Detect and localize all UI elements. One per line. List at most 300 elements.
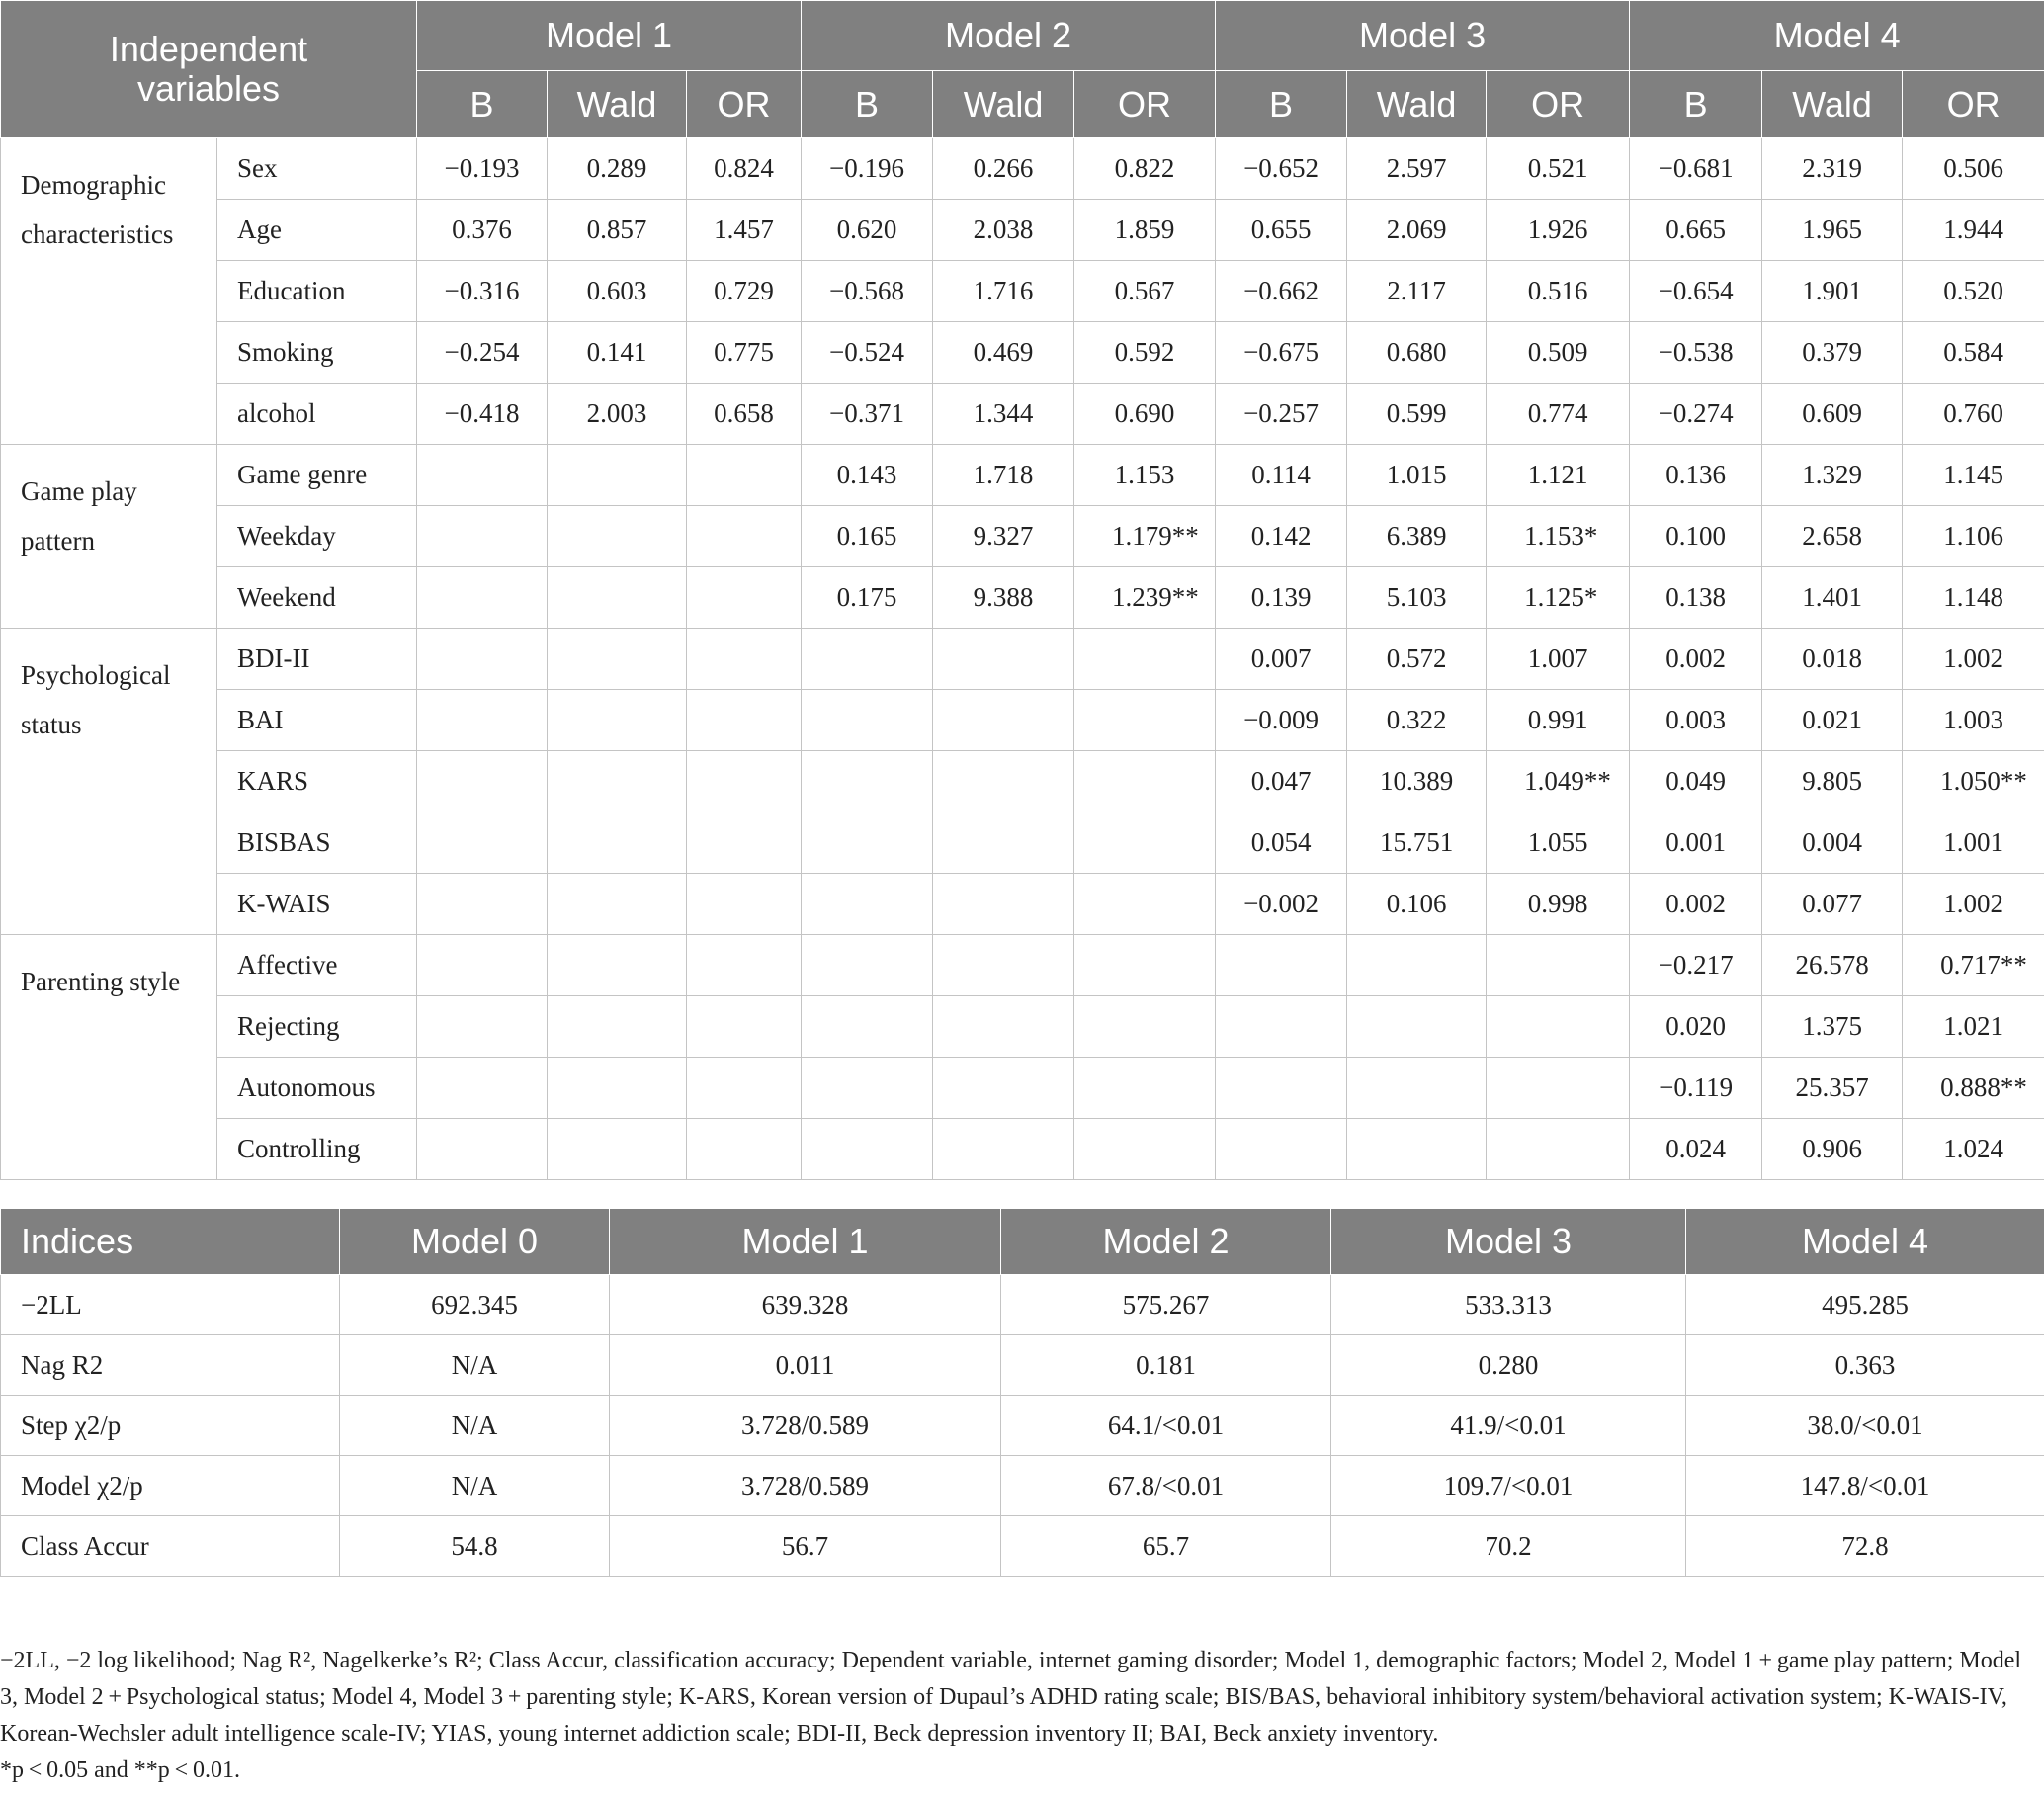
value-cell: 0.998 bbox=[1487, 874, 1630, 935]
value-cell bbox=[933, 1058, 1074, 1119]
value-cell bbox=[548, 567, 687, 629]
subheader-b: B bbox=[1630, 71, 1762, 138]
value-cell bbox=[687, 996, 802, 1058]
value-cell bbox=[802, 690, 933, 751]
value-cell: 0.680 bbox=[1347, 322, 1487, 384]
value-cell: 1.375 bbox=[1762, 996, 1903, 1058]
value-cell bbox=[933, 751, 1074, 812]
group-label: Game play pattern bbox=[1, 445, 217, 629]
value-cell: 1.050** bbox=[1903, 751, 2044, 812]
value-cell bbox=[417, 690, 548, 751]
value-cell bbox=[548, 506, 687, 567]
value-cell: 1.007 bbox=[1487, 629, 1630, 690]
value-cell bbox=[687, 629, 802, 690]
value-cell: 0.077 bbox=[1762, 874, 1903, 935]
index-value: 0.181 bbox=[1001, 1335, 1331, 1396]
index-value: 72.8 bbox=[1686, 1516, 2044, 1577]
value-cell bbox=[802, 1119, 933, 1180]
group-label: Demographic characteristics bbox=[1, 138, 217, 445]
group-label: Parenting style bbox=[1, 935, 217, 1180]
table-row bbox=[1, 690, 2044, 751]
variable-label: Age bbox=[217, 200, 417, 261]
variable-label: Sex bbox=[217, 138, 417, 200]
value-cell bbox=[1074, 751, 1216, 812]
subheader-or: OR bbox=[1903, 71, 2044, 138]
value-cell: 0.266 bbox=[933, 138, 1074, 200]
index-value: N/A bbox=[340, 1456, 610, 1516]
value-cell: 1.716 bbox=[933, 261, 1074, 322]
header-model-3: Model 3 bbox=[1216, 1, 1630, 71]
header-model: Model 2 bbox=[1001, 1209, 1331, 1275]
value-cell bbox=[687, 445, 802, 506]
value-cell: 1.002 bbox=[1903, 874, 2044, 935]
value-cell: 1.859 bbox=[1074, 200, 1216, 261]
value-cell: 0.717** bbox=[1903, 935, 2044, 996]
value-cell: 0.020 bbox=[1630, 996, 1762, 1058]
value-cell bbox=[548, 751, 687, 812]
value-cell bbox=[802, 1058, 933, 1119]
index-value: 54.8 bbox=[340, 1516, 610, 1577]
value-cell: −0.675 bbox=[1216, 322, 1347, 384]
value-cell: 0.047 bbox=[1216, 751, 1347, 812]
value-cell: 2.658 bbox=[1762, 506, 1903, 567]
table-row bbox=[1, 1275, 2044, 1335]
value-cell: 0.049 bbox=[1630, 751, 1762, 812]
value-cell: 0.175 bbox=[802, 567, 933, 629]
value-cell: 0.139 bbox=[1216, 567, 1347, 629]
value-cell bbox=[548, 996, 687, 1058]
value-cell: 0.289 bbox=[548, 138, 687, 200]
header-model-2: Model 2 bbox=[802, 1, 1216, 71]
index-value: 533.313 bbox=[1331, 1275, 1686, 1335]
fit-indices-table bbox=[0, 1208, 2044, 1577]
value-cell bbox=[417, 751, 548, 812]
variable-label: Controlling bbox=[217, 1119, 417, 1180]
value-cell: 0.775 bbox=[687, 322, 802, 384]
value-cell: 1.049** bbox=[1487, 751, 1630, 812]
value-cell: 1.239** bbox=[1074, 567, 1216, 629]
value-cell: 1.002 bbox=[1903, 629, 2044, 690]
table-row bbox=[1, 1396, 2044, 1456]
value-cell: 0.609 bbox=[1762, 384, 1903, 445]
value-cell bbox=[417, 506, 548, 567]
value-cell: 0.599 bbox=[1347, 384, 1487, 445]
value-cell: −0.119 bbox=[1630, 1058, 1762, 1119]
value-cell bbox=[1074, 874, 1216, 935]
value-cell: −0.193 bbox=[417, 138, 548, 200]
value-cell: 1.153 bbox=[1074, 445, 1216, 506]
value-cell: 0.100 bbox=[1630, 506, 1762, 567]
value-cell: 0.509 bbox=[1487, 322, 1630, 384]
variable-label: BISBAS bbox=[217, 812, 417, 874]
index-value: 0.280 bbox=[1331, 1335, 1686, 1396]
table-row bbox=[1, 138, 2044, 200]
table-row bbox=[1, 751, 2044, 812]
value-cell: 25.357 bbox=[1762, 1058, 1903, 1119]
value-cell: −0.418 bbox=[417, 384, 548, 445]
table-footnote bbox=[0, 1643, 2036, 1789]
table-row bbox=[1, 200, 2044, 261]
value-cell: −0.652 bbox=[1216, 138, 1347, 200]
value-cell: 0.001 bbox=[1630, 812, 1762, 874]
value-cell: 1.901 bbox=[1762, 261, 1903, 322]
value-cell: −0.257 bbox=[1216, 384, 1347, 445]
variable-label: Weekday bbox=[217, 506, 417, 567]
value-cell bbox=[1074, 690, 1216, 751]
value-cell: −0.002 bbox=[1216, 874, 1347, 935]
table-row bbox=[1, 1335, 2044, 1396]
value-cell bbox=[548, 1119, 687, 1180]
variable-label: Affective bbox=[217, 935, 417, 996]
value-cell: 1.001 bbox=[1903, 812, 2044, 874]
value-cell bbox=[1216, 1058, 1347, 1119]
value-cell bbox=[417, 935, 548, 996]
value-cell bbox=[1074, 996, 1216, 1058]
index-label: −2LL bbox=[1, 1275, 340, 1335]
value-cell: −0.662 bbox=[1216, 261, 1347, 322]
value-cell: 0.857 bbox=[548, 200, 687, 261]
significance-note: *p < 0.05 and **p < 0.01. bbox=[0, 1757, 240, 1783]
value-cell: −0.568 bbox=[802, 261, 933, 322]
value-cell bbox=[933, 874, 1074, 935]
index-value: 575.267 bbox=[1001, 1275, 1331, 1335]
header-independent-variables: Independent variables bbox=[1, 1, 417, 138]
group-label: Psychological status bbox=[1, 629, 217, 935]
value-cell: 9.805 bbox=[1762, 751, 1903, 812]
subheader-or: OR bbox=[1487, 71, 1630, 138]
value-cell bbox=[802, 812, 933, 874]
header-model-1: Model 1 bbox=[417, 1, 802, 71]
value-cell: 0.824 bbox=[687, 138, 802, 200]
value-cell: 1.344 bbox=[933, 384, 1074, 445]
value-cell: 1.121 bbox=[1487, 445, 1630, 506]
value-cell: 26.578 bbox=[1762, 935, 1903, 996]
value-cell bbox=[687, 935, 802, 996]
value-cell: 0.142 bbox=[1216, 506, 1347, 567]
index-value: 64.1/<0.01 bbox=[1001, 1396, 1331, 1456]
variable-label: Education bbox=[217, 261, 417, 322]
index-value: 65.7 bbox=[1001, 1516, 1331, 1577]
value-cell: 0.520 bbox=[1903, 261, 2044, 322]
value-cell: 2.069 bbox=[1347, 200, 1487, 261]
index-label: Class Accur bbox=[1, 1516, 340, 1577]
value-cell bbox=[687, 874, 802, 935]
value-cell: 1.329 bbox=[1762, 445, 1903, 506]
value-cell bbox=[417, 1058, 548, 1119]
table-row bbox=[1, 506, 2044, 567]
value-cell bbox=[933, 812, 1074, 874]
value-cell: 0.991 bbox=[1487, 690, 1630, 751]
value-cell: −0.254 bbox=[417, 322, 548, 384]
value-cell bbox=[802, 996, 933, 1058]
table-row bbox=[1, 935, 2044, 996]
value-cell: 1.055 bbox=[1487, 812, 1630, 874]
index-value: 56.7 bbox=[610, 1516, 1001, 1577]
value-cell bbox=[687, 1058, 802, 1119]
value-cell: 2.597 bbox=[1347, 138, 1487, 200]
value-cell: 1.003 bbox=[1903, 690, 2044, 751]
value-cell bbox=[1216, 935, 1347, 996]
value-cell bbox=[1487, 996, 1630, 1058]
index-value: 109.7/<0.01 bbox=[1331, 1456, 1686, 1516]
index-value: 67.8/<0.01 bbox=[1001, 1456, 1331, 1516]
index-value: N/A bbox=[340, 1335, 610, 1396]
value-cell: 0.106 bbox=[1347, 874, 1487, 935]
subheader-b: B bbox=[802, 71, 933, 138]
value-cell: 0.729 bbox=[687, 261, 802, 322]
value-cell: 0.322 bbox=[1347, 690, 1487, 751]
value-cell: 1.457 bbox=[687, 200, 802, 261]
value-cell: 0.760 bbox=[1903, 384, 2044, 445]
value-cell: 0.665 bbox=[1630, 200, 1762, 261]
index-value: 70.2 bbox=[1331, 1516, 1686, 1577]
value-cell: 0.469 bbox=[933, 322, 1074, 384]
value-cell: 0.592 bbox=[1074, 322, 1216, 384]
variable-label: KARS bbox=[217, 751, 417, 812]
value-cell: 2.117 bbox=[1347, 261, 1487, 322]
value-cell bbox=[687, 567, 802, 629]
value-cell: 0.774 bbox=[1487, 384, 1630, 445]
value-cell: 0.003 bbox=[1630, 690, 1762, 751]
value-cell bbox=[1347, 996, 1487, 1058]
index-value: 639.328 bbox=[610, 1275, 1001, 1335]
value-cell bbox=[417, 445, 548, 506]
value-cell: 0.004 bbox=[1762, 812, 1903, 874]
value-cell bbox=[933, 1119, 1074, 1180]
table-row bbox=[1, 812, 2044, 874]
table-row bbox=[1, 1058, 2044, 1119]
value-cell bbox=[933, 629, 1074, 690]
variable-label: alcohol bbox=[217, 384, 417, 445]
value-cell: 0.002 bbox=[1630, 629, 1762, 690]
value-cell: −0.654 bbox=[1630, 261, 1762, 322]
index-value: 147.8/<0.01 bbox=[1686, 1456, 2044, 1516]
header-model: Model 3 bbox=[1331, 1209, 1686, 1275]
value-cell bbox=[1487, 1119, 1630, 1180]
value-cell: 0.572 bbox=[1347, 629, 1487, 690]
value-cell: 0.888** bbox=[1903, 1058, 2044, 1119]
value-cell: 1.153* bbox=[1487, 506, 1630, 567]
value-cell: 0.603 bbox=[548, 261, 687, 322]
index-value: 692.345 bbox=[340, 1275, 610, 1335]
value-cell: 10.389 bbox=[1347, 751, 1487, 812]
index-value: 3.728/0.589 bbox=[610, 1396, 1001, 1456]
subheader-or: OR bbox=[1074, 71, 1216, 138]
value-cell: −0.274 bbox=[1630, 384, 1762, 445]
value-cell bbox=[548, 629, 687, 690]
value-cell bbox=[548, 690, 687, 751]
value-cell: 0.655 bbox=[1216, 200, 1347, 261]
value-cell bbox=[802, 629, 933, 690]
subheader-b: B bbox=[1216, 71, 1347, 138]
value-cell bbox=[1074, 629, 1216, 690]
value-cell bbox=[417, 874, 548, 935]
value-cell bbox=[687, 1119, 802, 1180]
header-model: Model 1 bbox=[610, 1209, 1001, 1275]
value-cell: 0.620 bbox=[802, 200, 933, 261]
value-cell: −0.196 bbox=[802, 138, 933, 200]
value-cell: 0.002 bbox=[1630, 874, 1762, 935]
table-row bbox=[1, 384, 2044, 445]
value-cell: 1.401 bbox=[1762, 567, 1903, 629]
value-cell: 0.024 bbox=[1630, 1119, 1762, 1180]
value-cell: 0.906 bbox=[1762, 1119, 1903, 1180]
value-cell: 0.141 bbox=[548, 322, 687, 384]
header-model-4: Model 4 bbox=[1630, 1, 2044, 71]
value-cell: 2.003 bbox=[548, 384, 687, 445]
value-cell: 0.021 bbox=[1762, 690, 1903, 751]
value-cell: 0.165 bbox=[802, 506, 933, 567]
value-cell: 0.114 bbox=[1216, 445, 1347, 506]
value-cell: 0.567 bbox=[1074, 261, 1216, 322]
table-row bbox=[1, 874, 2044, 935]
subheader-or: OR bbox=[687, 71, 802, 138]
value-cell bbox=[933, 935, 1074, 996]
subheader-wald: Wald bbox=[933, 71, 1074, 138]
value-cell bbox=[548, 445, 687, 506]
value-cell: −0.681 bbox=[1630, 138, 1762, 200]
value-cell bbox=[1347, 1119, 1487, 1180]
value-cell bbox=[1487, 935, 1630, 996]
value-cell: 2.038 bbox=[933, 200, 1074, 261]
value-cell bbox=[1074, 935, 1216, 996]
value-cell: 1.024 bbox=[1903, 1119, 2044, 1180]
subheader-wald: Wald bbox=[1347, 71, 1487, 138]
value-cell bbox=[417, 1119, 548, 1180]
value-cell: −0.009 bbox=[1216, 690, 1347, 751]
index-value: 3.728/0.589 bbox=[610, 1456, 1001, 1516]
footnote-text: −2LL, −2 log likelihood; Nag R², Nagelkerke’s R²; Class Accur, classification accuracy; Dependent variable, internet gaming disorder; Model 1, demographic factors; Model 2, Model 1 + game play pattern; Model 3, Model 2 + Psychological status; Model 4, Model 3 + parenting style; K-ARS, Korean version of Dupaul’s ADHD rating scale; BIS/BAS, behavioral inhibitory system/behavioral activation system; K-WAIS-IV, Korean-Wechsler adult intelligence scale-IV; YIAS, young internet addiction scale; BDI-II, Beck depression inventory II; BAI, Beck anxiety inventory. bbox=[0, 1648, 2022, 1747]
subheader-wald: Wald bbox=[1762, 71, 1903, 138]
value-cell: −0.316 bbox=[417, 261, 548, 322]
index-value: N/A bbox=[340, 1396, 610, 1456]
value-cell bbox=[1216, 996, 1347, 1058]
index-label: Nag R2 bbox=[1, 1335, 340, 1396]
variable-label: Rejecting bbox=[217, 996, 417, 1058]
value-cell bbox=[933, 690, 1074, 751]
index-value: 0.363 bbox=[1686, 1335, 2044, 1396]
value-cell: 1.015 bbox=[1347, 445, 1487, 506]
value-cell bbox=[417, 629, 548, 690]
value-cell: −0.524 bbox=[802, 322, 933, 384]
table-row bbox=[1, 629, 2044, 690]
value-cell bbox=[687, 506, 802, 567]
value-cell: −0.217 bbox=[1630, 935, 1762, 996]
value-cell: 0.143 bbox=[802, 445, 933, 506]
value-cell: 0.007 bbox=[1216, 629, 1347, 690]
value-cell: 0.658 bbox=[687, 384, 802, 445]
index-value: 0.011 bbox=[610, 1335, 1001, 1396]
variable-label: Smoking bbox=[217, 322, 417, 384]
value-cell bbox=[802, 874, 933, 935]
index-label: Step χ2/p bbox=[1, 1396, 340, 1456]
value-cell: 0.376 bbox=[417, 200, 548, 261]
value-cell: 1.718 bbox=[933, 445, 1074, 506]
subheader-b: B bbox=[417, 71, 548, 138]
header-model: Model 0 bbox=[340, 1209, 610, 1275]
value-cell: 0.136 bbox=[1630, 445, 1762, 506]
value-cell: 15.751 bbox=[1347, 812, 1487, 874]
table-row bbox=[1, 445, 2044, 506]
header-model: Model 4 bbox=[1686, 1209, 2044, 1275]
value-cell: 1.944 bbox=[1903, 200, 2044, 261]
value-cell: 9.388 bbox=[933, 567, 1074, 629]
value-cell bbox=[1074, 812, 1216, 874]
value-cell bbox=[1216, 1119, 1347, 1180]
table-row bbox=[1, 261, 2044, 322]
value-cell: 0.138 bbox=[1630, 567, 1762, 629]
value-cell: 0.506 bbox=[1903, 138, 2044, 200]
header-indices: Indices bbox=[1, 1209, 340, 1275]
value-cell: 0.018 bbox=[1762, 629, 1903, 690]
table-row bbox=[1, 1119, 2044, 1180]
value-cell: 2.319 bbox=[1762, 138, 1903, 200]
value-cell bbox=[548, 935, 687, 996]
value-cell: 1.106 bbox=[1903, 506, 2044, 567]
value-cell: 0.690 bbox=[1074, 384, 1216, 445]
index-value: 41.9/<0.01 bbox=[1331, 1396, 1686, 1456]
value-cell bbox=[933, 996, 1074, 1058]
variable-label: K-WAIS bbox=[217, 874, 417, 935]
value-cell bbox=[1074, 1119, 1216, 1180]
table-row bbox=[1, 322, 2044, 384]
variable-label: Autonomous bbox=[217, 1058, 417, 1119]
table-row bbox=[1, 567, 2044, 629]
value-cell: 1.145 bbox=[1903, 445, 2044, 506]
value-cell bbox=[1074, 1058, 1216, 1119]
value-cell: 9.327 bbox=[933, 506, 1074, 567]
variable-label: Game genre bbox=[217, 445, 417, 506]
value-cell bbox=[417, 567, 548, 629]
value-cell bbox=[687, 690, 802, 751]
value-cell: 1.926 bbox=[1487, 200, 1630, 261]
value-cell bbox=[417, 996, 548, 1058]
value-cell bbox=[417, 812, 548, 874]
value-cell: 0.521 bbox=[1487, 138, 1630, 200]
value-cell: 1.179** bbox=[1074, 506, 1216, 567]
value-cell bbox=[1347, 1058, 1487, 1119]
value-cell: −0.371 bbox=[802, 384, 933, 445]
index-value: 495.285 bbox=[1686, 1275, 2044, 1335]
value-cell bbox=[1347, 935, 1487, 996]
value-cell: 1.148 bbox=[1903, 567, 2044, 629]
value-cell bbox=[802, 935, 933, 996]
value-cell bbox=[548, 1058, 687, 1119]
value-cell bbox=[802, 751, 933, 812]
value-cell: 1.965 bbox=[1762, 200, 1903, 261]
value-cell: 5.103 bbox=[1347, 567, 1487, 629]
subheader-wald: Wald bbox=[548, 71, 687, 138]
value-cell: 6.389 bbox=[1347, 506, 1487, 567]
value-cell bbox=[687, 812, 802, 874]
index-label: Model χ2/p bbox=[1, 1456, 340, 1516]
value-cell: 1.021 bbox=[1903, 996, 2044, 1058]
value-cell: 0.516 bbox=[1487, 261, 1630, 322]
value-cell: 0.584 bbox=[1903, 322, 2044, 384]
table-row bbox=[1, 1516, 2044, 1577]
variable-label: BAI bbox=[217, 690, 417, 751]
value-cell: 0.379 bbox=[1762, 322, 1903, 384]
variable-label: Weekend bbox=[217, 567, 417, 629]
value-cell: 0.822 bbox=[1074, 138, 1216, 200]
index-value: 38.0/<0.01 bbox=[1686, 1396, 2044, 1456]
variable-label: BDI-II bbox=[217, 629, 417, 690]
table-row bbox=[1, 1456, 2044, 1516]
value-cell bbox=[687, 751, 802, 812]
value-cell: 1.125* bbox=[1487, 567, 1630, 629]
value-cell: −0.538 bbox=[1630, 322, 1762, 384]
value-cell bbox=[548, 874, 687, 935]
